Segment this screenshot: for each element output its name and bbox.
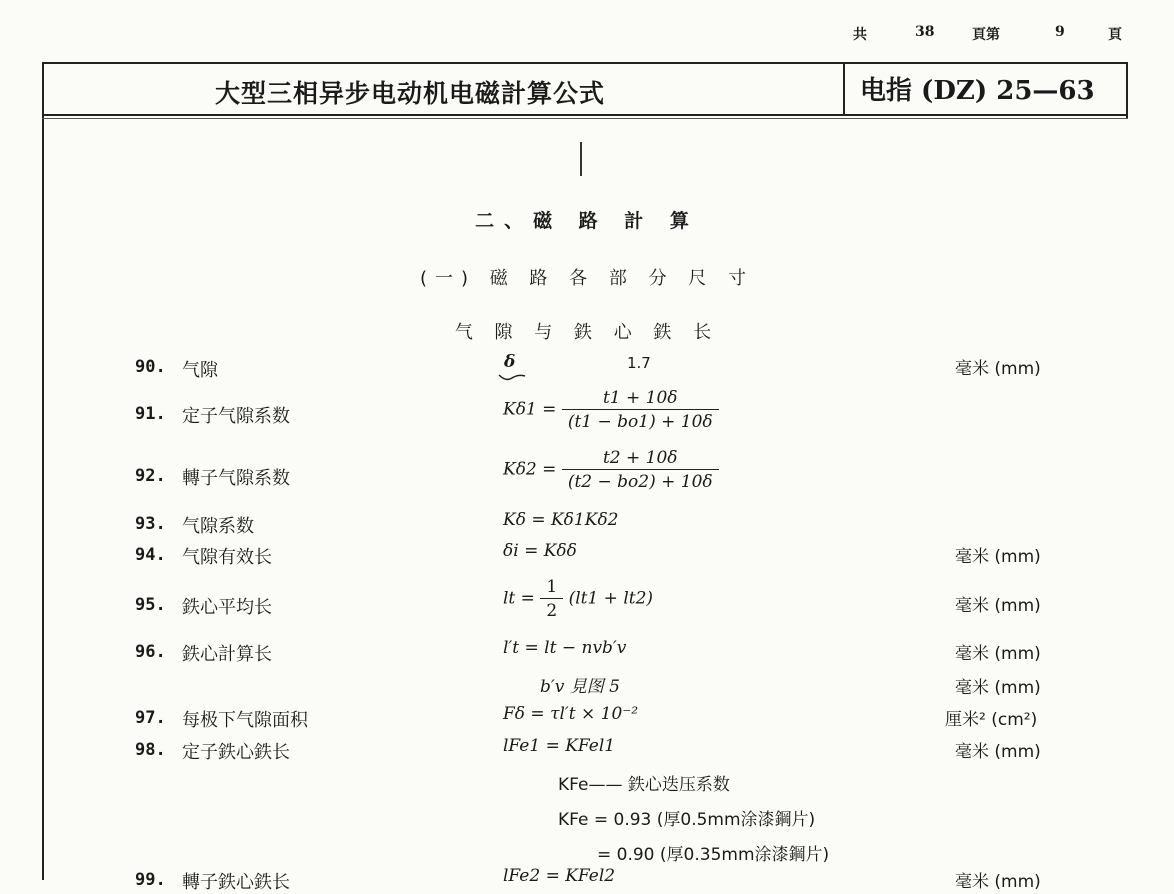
note-line: KFe—— 鉄心迭压系数: [558, 775, 730, 795]
item-unit: 毫米 (mm): [955, 359, 1041, 379]
header-divider: [843, 62, 845, 114]
item-formula: δ: [504, 352, 516, 372]
section-subtitle: (一) 磁 路 各 部 分 尺 寸: [419, 268, 755, 289]
item-unit: 毫米 (mm): [955, 596, 1041, 616]
item-formula: Fδ = τl′t × 10⁻²: [503, 704, 639, 724]
item-name: 定子鉄心鉄长: [182, 742, 290, 763]
header-border-right: [1126, 62, 1128, 118]
page-suffix: 頁: [1108, 27, 1122, 43]
item-formula: b′v 見图 5: [540, 677, 620, 697]
formula-lhs: Kδ2 =: [503, 459, 557, 480]
item-number: 97.: [135, 708, 166, 728]
document-code: 电指 (DZ) 25—63: [860, 76, 1095, 106]
formula-denominator: 2: [546, 601, 558, 621]
item-name: 每极下气隙面积: [182, 710, 308, 731]
item-formula: lFe2 = KFel2: [503, 866, 616, 886]
item-number: 92.: [135, 466, 166, 486]
formula-lhs: lt =: [503, 588, 535, 609]
item-name: 鉄心計算长: [182, 644, 272, 665]
formula-rhs: (lt1 + lt2): [568, 588, 654, 609]
formula-fraction: [562, 448, 719, 492]
item-number: 90.: [135, 357, 166, 377]
item-formula: δi = Kδδ: [503, 541, 577, 561]
formula-fraction: [540, 577, 563, 621]
item-number: 94.: [135, 545, 166, 565]
item-name: 鉄心平均长: [182, 597, 272, 618]
item-name: 定子气隙系数: [182, 406, 290, 427]
item-name: 轉子鉄心鉄长: [182, 872, 290, 893]
note-line: = 0.90 (厚0.35mm涂漆鋼片): [597, 845, 830, 865]
page-number: 9: [1055, 24, 1065, 40]
formula-denominator: (t2 − bo2) + 10δ: [567, 472, 713, 492]
item-formula: Kδ = Kδ1Kδ2: [503, 510, 619, 530]
section-subsubtitle: 气 隙 与 鉄 心 鉄 长: [454, 322, 720, 343]
formula-numerator: t2 + 10δ: [562, 448, 719, 470]
page-total: 38: [915, 24, 935, 40]
item-unit: 毫米 (mm): [955, 547, 1041, 567]
item-number: 98.: [135, 740, 166, 760]
item-name: 气隙系数: [182, 516, 254, 537]
item-number: 93.: [135, 514, 166, 534]
formula-numerator: 1: [540, 577, 563, 599]
formula-numerator: t1 + 10δ: [562, 388, 719, 410]
handwritten-note: 1.7: [627, 354, 651, 372]
formula-lhs: Kδ1 =: [503, 399, 557, 420]
note-line: KFe = 0.93 (厚0.5mm涂漆鋼片): [558, 810, 816, 830]
item-number: 95.: [135, 595, 166, 615]
page-total-label: 共: [853, 27, 867, 43]
header-border-bottom: [42, 114, 1128, 116]
item-formula: lFe1 = KFel1: [503, 736, 616, 756]
item-unit: 毫米 (mm): [955, 742, 1041, 762]
document-title: 大型三相异步电动机电磁計算公式: [215, 79, 606, 108]
item-formula: [503, 577, 653, 621]
item-number: 96.: [135, 642, 166, 662]
underline-scribble: [498, 372, 526, 382]
formula-fraction: [562, 388, 719, 432]
item-name: 气隙有效长: [182, 547, 272, 568]
item-name: 气隙: [182, 360, 218, 381]
item-number: 91.: [135, 404, 166, 424]
item-formula: [503, 388, 719, 432]
page-number-label: 頁第: [972, 27, 1000, 43]
item-name: 轉子气隙系数: [182, 468, 290, 489]
item-formula: [503, 448, 719, 492]
item-unit: 毫米 (mm): [955, 644, 1041, 664]
page-border-left: [42, 64, 44, 880]
header-border-top: [42, 62, 1128, 64]
formula-denominator: (t1 − bo1) + 10δ: [567, 412, 713, 432]
item-unit: 毫米 (mm): [955, 678, 1041, 698]
item-number: 99.: [135, 870, 166, 890]
item-unit: 毫米 (mm): [955, 872, 1041, 892]
header-border-bottom-thin: [42, 118, 1128, 119]
section-title: 二、磁 路 計 算: [475, 210, 699, 232]
center-mark: [580, 142, 582, 176]
item-formula: l′t = lt − nvb′v: [503, 638, 627, 658]
item-unit: 厘米² (cm²): [945, 710, 1038, 730]
